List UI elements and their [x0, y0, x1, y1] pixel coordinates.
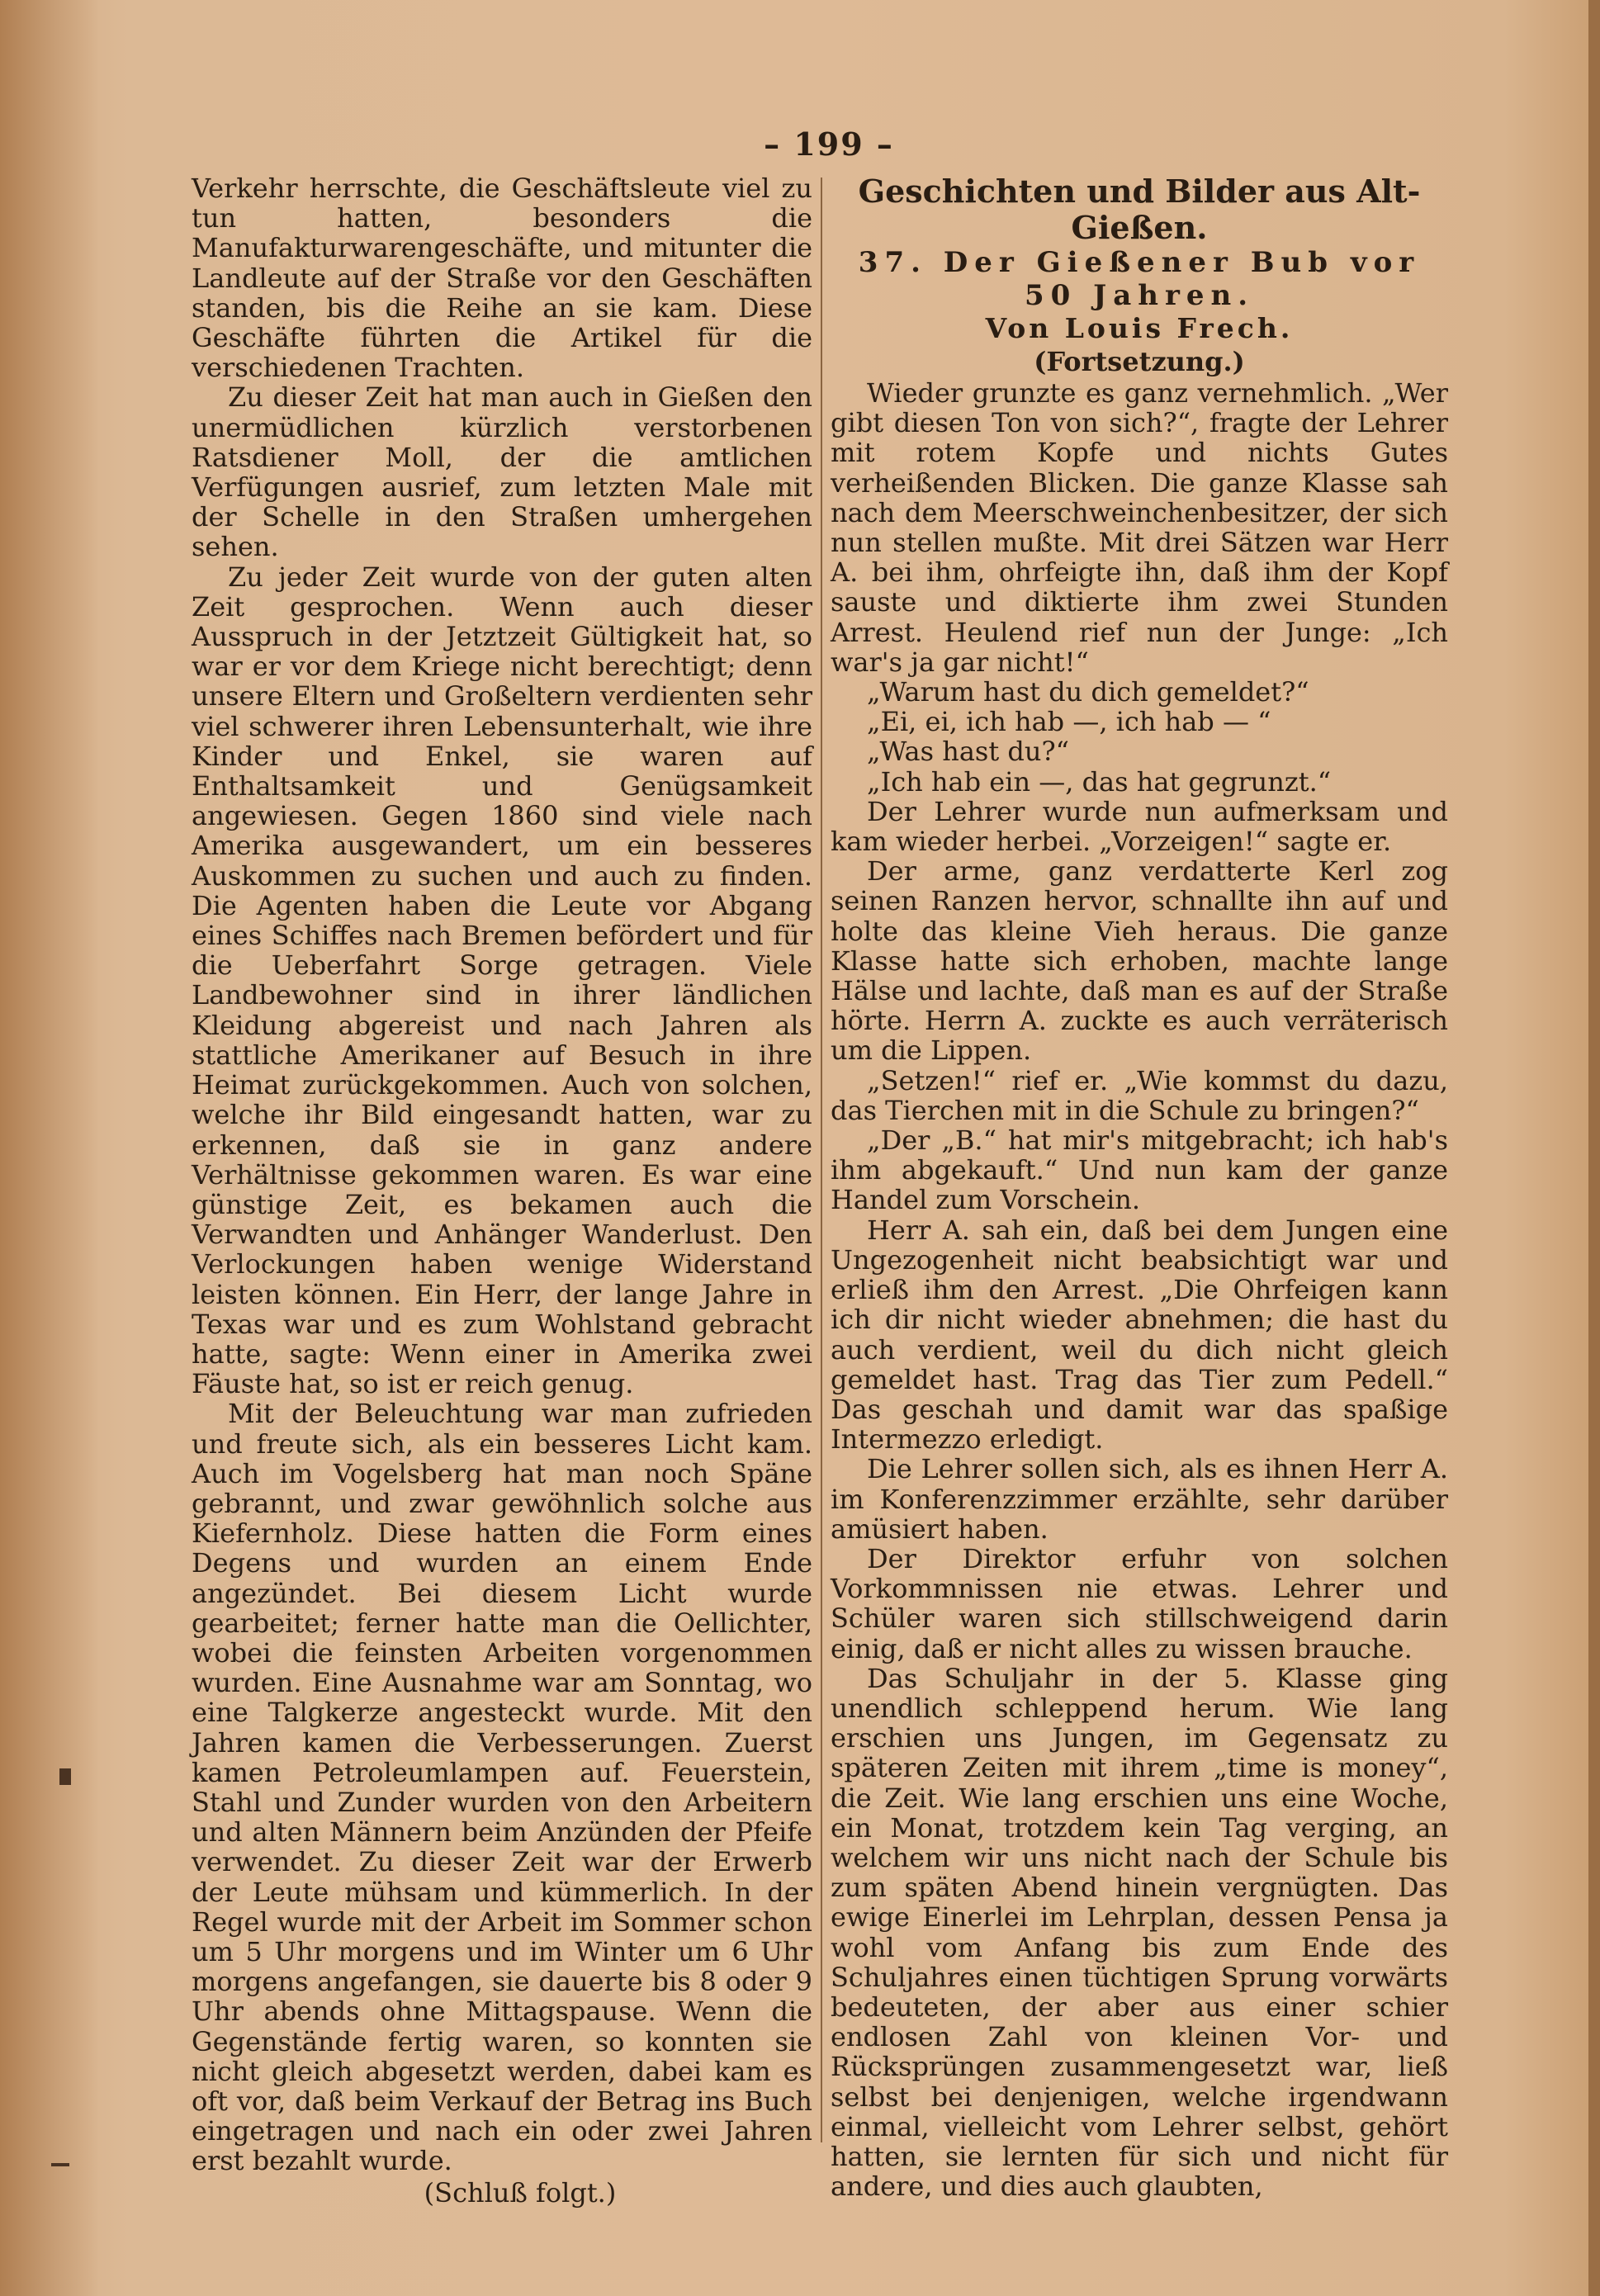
- continuation-note: (Fortsetzung.): [1034, 346, 1245, 377]
- paragraph: Das Schuljahr in der 5. Klasse ging unendlich schleppend herum. Wie lang erschien uns Jungen, im Gegensatz zu späteren Zeiten mit ihrem „time is money“, die Zeit. Wie lang erschien uns eine Woche, ein Monat, trotzdem kein Tag verging, an welchem wir uns nicht nach der Schule bis zum späten Abend hinein vergnügten. Das ewige Einerlei im Lehrplan, dessen Pensa ja wohl vom Anfang bis zum Ende des Schuljahres einen tüchtigen Sprung vorwärts bedeuteten, der aber aus einer schier endlosen Zahl von kleinen Vor- und Rücksprüngen zusammengesetzt war, ließ selbst bei denjenigen, welche irgendwann einmal, vielleicht vom Lehrer selbst, gehört hatten, sie lernten für sich und nicht für andere, und dies auch glaubten,: [831, 1662, 1448, 2203]
- paragraph: „Setzen!“ rief er. „Wie kommst du dazu, das Tierchen mit in die Schule zu bringen?“: [831, 1064, 1448, 1126]
- paragraph: Der arme, ganz verdatterte Kerl zog seinen Ranzen hervor, schnallte ihn auf und holte das kleine Vieh heraus. Die ganze Klasse hatte sich erhoben, machte lange Hälse und lachte, daß man es auf der Straße hörte. Herrn A. zuckte es auch verräterisch um die Lippen.: [831, 855, 1448, 1067]
- closing-note: (Schluß folgt.): [424, 2176, 617, 2208]
- paragraph: Der Lehrer wurde nun aufmerksam und kam wieder herbei. „Vorzeigen!“ sagte er.: [831, 795, 1448, 858]
- paragraph: „Ei, ei, ich hab —, ich hab — “: [867, 706, 1271, 738]
- page-binding-shadow: [0, 0, 99, 2296]
- paragraph: Herr A. sah ein, daß bei dem Jungen eine Ungezogenheit nicht beabsichtigt war und erließ ihm den Arrest. „Die Ohrfeigen kann ich dir nicht wieder abnehmen; die hast du auch verdient, weil du dich nicht gleich gemeldet hast. Trag das Tier zum Pedell.“ Das geschah und damit war das spaßige Intermezzo erledigt.: [831, 1214, 1448, 1456]
- column-divider: [821, 178, 822, 2142]
- paragraph: „Was hast du?“: [867, 736, 1069, 768]
- margin-mark: [51, 2163, 69, 2166]
- section-title: Geschichten und Bilder aus Alt-Gießen.: [858, 173, 1421, 246]
- paragraph: Zu dieser Zeit hat man auch in Gießen den unermüdlichen kürzlich verstorbenen Ratsdiener Moll, der die amtlichen Verfügungen ausrief, zum letzten Male mit der Schelle in den Straßen umhergehen sehen.: [192, 381, 812, 563]
- paragraph: Zu jeder Zeit wurde von der guten alten Zeit gesprochen. Wenn auch dieser Ausspruch in der Jetztzeit Gültigkeit hat, so war er vor dem Kriege nicht berechtigt; denn unsere Eltern und Großeltern verdienten sehr viel schwerer ihren Lebensunterhalt, wie ihre Kinder und Enkel, sie waren auf Enthaltsamkeit und Genügsamkeit angewiesen. Gegen 1860 sind viele nach Amerika ausgewandert, um ein besseres Auskommen zu suchen und auch zu finden. Die Agenten haben die Leute vor Abgang eines Schiffes nach Bremen befördert und für die Ueberfahrt Sorge getragen. Viele Landbewohner sind in ihrer ländlichen Kleidung abgereist und nach Jahren als stattliche Amerikaner auf Besuch in ihre Heimat zurückgekommen. Auch von solchen, welche ihr Bild eingesandt hatten, war zu erkennen, daß sie in ganz andere Verhältnisse gekommen waren. Es war eine günstige Zeit, es bekamen auch die Verwandten und Anhänger Wanderlust. Den Verlockungen haben wenige Widerstand leisten können. Ein Herr, der lange Jahre in Texas war und es zum Wohlstand gebracht hatte, sagte: Wenn einer in Amerika zwei Fäuste hat, so ist er reich genug.: [192, 561, 812, 1400]
- paragraph: Wieder grunzte es ganz vernehmlich. „Wer gibt diesen Ton von sich?“, fragte der Lehrer mit rotem Kopfe und nichts Gutes verheißenden Blicken. Die ganze Klasse sah nach dem Meerschweinchenbesitzer, der sich nun stellen mußte. Mit drei Sätzen war Herr A. bei ihm, ohrfeigte ihn, daß ihm der Kopf sauste und diktierte ihm zwei Stunden Arrest. Heulend rief nun der Junge: „Ich war's ja gar nicht!“: [831, 377, 1448, 678]
- paragraph: Der Direktor erfuhr von solchen Vorkommnissen nie etwas. Lehrer und Schüler waren sich stillschweigend darin einig, daß er nicht alles zu wissen brauche.: [831, 1542, 1448, 1664]
- story-title-line-1: 37. Der Gießener Bub vor: [858, 246, 1421, 279]
- paragraph: Mit der Beleuchtung war man zufrieden und freute sich, als ein besseres Licht kam. Auch im Vogelsberg hat man noch Späne gebrannt, und zwar gewöhnlich solche aus Kiefernholz. Diese hatten die Form eines Degens und wurden an einem Ende angezündet. Bei diesem Licht wurde gearbeitet; ferner hatte man die Oellichter, wobei die feinsten Arbeiten vorgenommen wurden. Eine Ausnahme war am Sonntag, wo eine Talgkerze angesteckt wurde. Mit den Jahren kamen die Verbesserungen. Zuerst kamen Petroleumlampen auf. Feuerstein, Stahl und Zunder wurden von den Arbeitern und alten Männern beim Anzünden der Pfeife verwendet. Zu dieser Zeit war der Erwerb der Leute mühsam und kümmerlich. In der Regel wurde mit der Arbeit im Sommer schon um 5 Uhr morgens und im Winter um 6 Uhr morgens angefangen, sie dauerte bis 8 oder 9 Uhr abends ohne Mittagspause. Wenn die Gegenstände fertig waren, so konnten sie nicht gleich abgesetzt werden, dabei kam es oft vor, daß beim Verkauf der Betrag ins Buch eingetragen und nach ein oder zwei Jahren erst bezahlt wurde.: [192, 1398, 812, 2177]
- margin-mark: [59, 1768, 71, 1785]
- author-line: Von Louis Frech.: [985, 312, 1294, 344]
- page-right-edge: [1588, 0, 1600, 2296]
- paragraph: Verkehr herrschte, die Geschäftsleute viel zu tun hatten, besonders die Manufakturwarengeschäfte, und mitunter die Landleute auf der Straße vor den Geschäften standen, bis die Reihe an sie kam. Diese Geschäfte führten die Artikel für die verschiedenen Trachten.: [192, 173, 812, 384]
- right-column: [831, 173, 1448, 2201]
- paragraph: „Warum hast du dich gemeldet?“: [867, 676, 1309, 708]
- story-title-line-2: 50 Jahren.: [1024, 279, 1255, 312]
- paragraph: „Der „B.“ hat mir's mitgebracht; ich hab's ihm abgekauft.“ Und nun kam der ganze Handel zum Vorschein.: [831, 1124, 1448, 1216]
- paragraph: „Ich hab ein —, das hat gegrunzt.“: [867, 765, 1332, 798]
- paragraph: Die Lehrer sollen sich, als es ihnen Herr A. im Konferenzzimmer erzählte, sehr darüber amüsiert haben.: [831, 1453, 1448, 1545]
- page-number: – 199 –: [764, 125, 894, 163]
- left-column: [192, 173, 812, 2208]
